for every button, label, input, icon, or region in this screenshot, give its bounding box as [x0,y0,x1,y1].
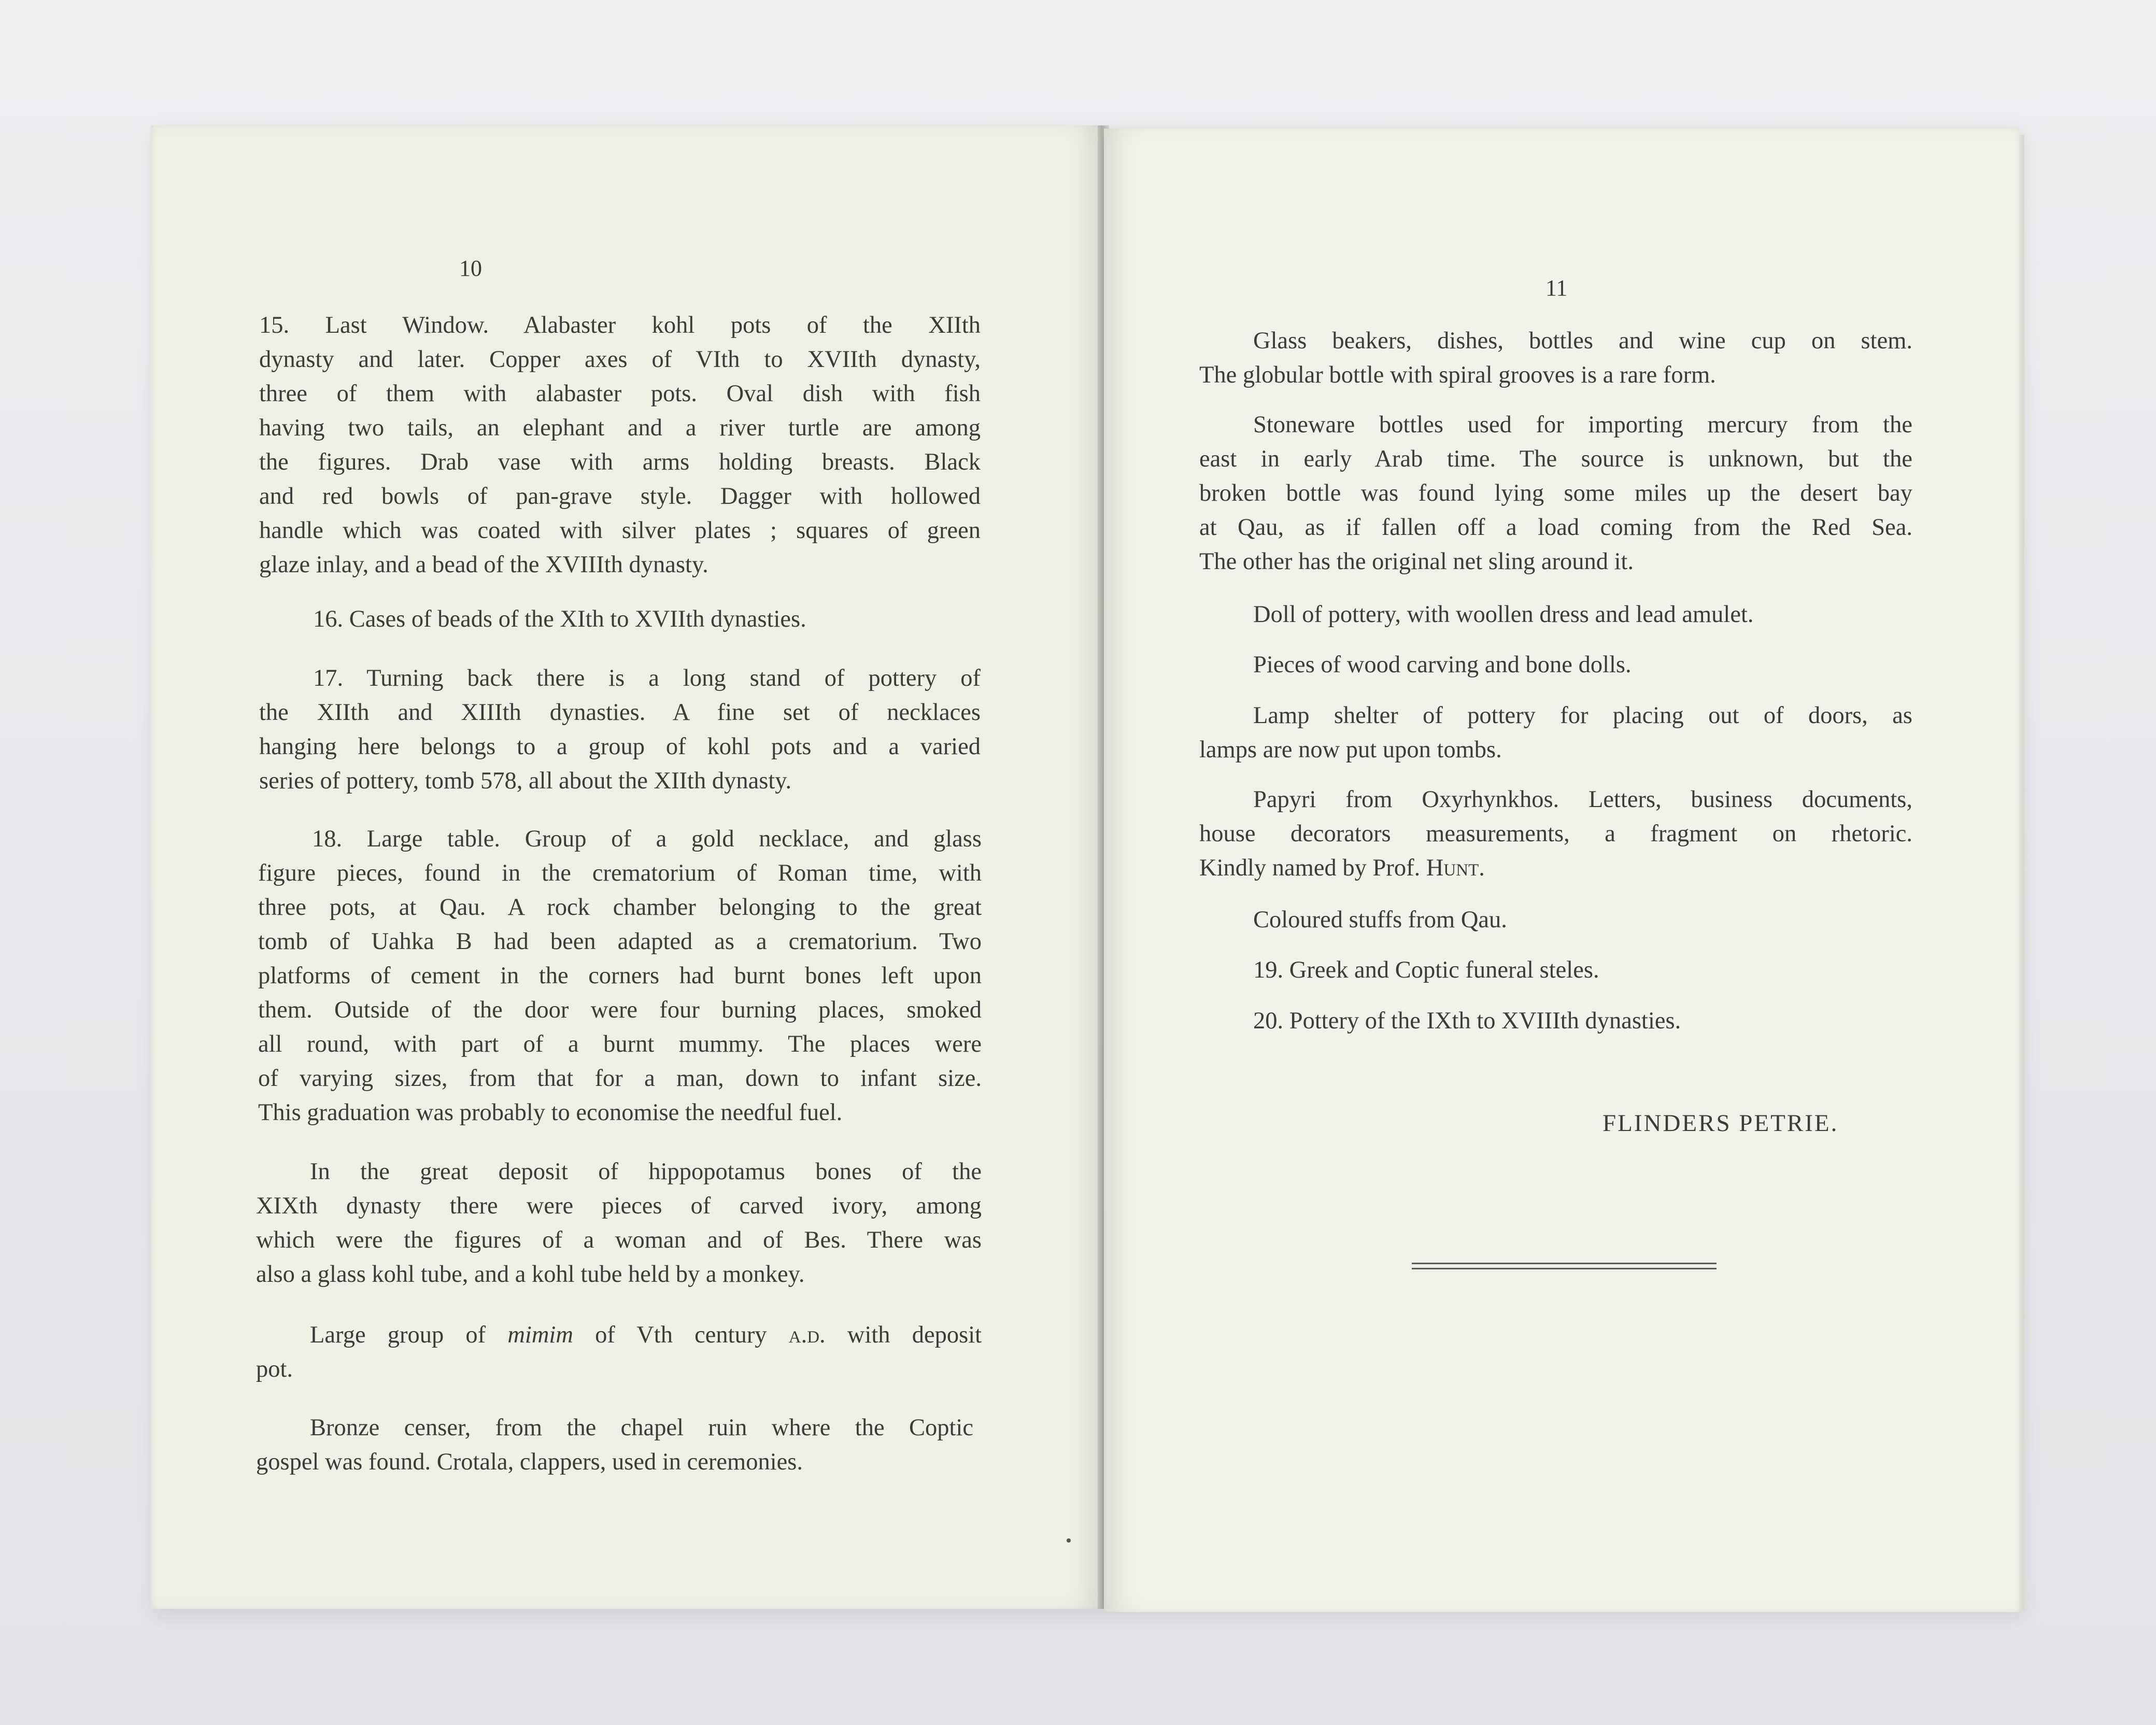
paragraph-hippopotamus [256,1155,982,1292]
text-line: Lamp shelter of pottery for placing out of doors, as [1253,702,1912,729]
paragraph-lamp [1199,699,1912,767]
text-line: Doll of pottery, with woollen dress and lead amulet. [1253,601,1754,628]
paragraph-stuffs [1253,903,1927,937]
paragraph-18 [258,822,982,1130]
text-line: three of them with alabaster pots. Oval dish with fish [259,380,981,407]
text-line: house decorators measurements, a fragment on rhetoric. [1199,821,1912,847]
text-run: Kindly named by Prof. [1199,855,1421,881]
double-rule-bottom [1412,1268,1717,1269]
text-line: Bronze censer, from the chapel ruin where the Coptic [310,1415,973,1441]
text-line: all round, with part of a burnt mummy. The places were [258,1031,982,1057]
text-line: broken bottle was found lying some miles up the desert bay [1199,480,1912,506]
text-line [256,1318,982,1352]
text-line: 16. Cases of beads of the XIth to XVIIth dynasties. [313,606,806,632]
person-name: Hunt. [1426,855,1485,881]
text-line [1199,851,1912,885]
paragraph-wood [1253,648,1927,682]
paragraph-censer [256,1411,973,1479]
text-line: platforms of cement in the corners had burnt bones left upon [258,963,982,989]
text-line: also a glass kohl tube, and a kohl tube held by a monkey. [256,1261,805,1288]
italic-term: mimim [507,1322,573,1348]
text-line: dynasty and later. Copper axes of VIth to XVIIth dynasty, [259,346,981,373]
text-line: the XIIth and XIIIth dynasties. A fine set of necklaces [259,699,981,726]
paragraph-15 [259,308,981,582]
text-line: Pieces of wood carving and bone dolls. [1253,652,1632,678]
paragraph-stoneware [1199,408,1912,579]
ink-dot [1067,1538,1071,1543]
text-line: XIXth dynasty there were pieces of carved ivory, among [256,1193,982,1219]
text-line: pot. [256,1356,293,1382]
text-line: hanging here belongs to a group of kohl pots and a varied [259,733,981,760]
text-line: Stoneware bottles used for importing mercury from the [1253,412,1912,438]
text-line: them. Outside of the door were four burning places, smoked [258,997,982,1023]
text-line: 20. Pottery of the IXth to XVIIIth dynasties. [1253,1008,1681,1034]
paragraph-papyri [1199,783,1912,885]
text-line: having two tails, an elephant and a river turtle are among [259,415,981,441]
paragraph-19 [1253,953,1927,987]
double-rule-top [1412,1263,1717,1264]
text-line: at Qau, as if fallen off a load coming from the Red Sea. [1199,514,1912,541]
text-line: 17. Turning back there is a long stand of pottery of [313,665,981,691]
paragraph-17 [259,661,981,798]
abbreviation: a.d. [788,1322,826,1348]
text-line: and red bowls of pan-grave style. Dagger with hollowed [259,483,981,510]
text-line: 15. Last Window. Alabaster kohl pots of the XIIth [259,312,981,338]
paragraph-16 [313,602,987,637]
text-run: Large group of [310,1322,486,1348]
page-number-right: 11 [1545,275,1568,301]
author-signature: FLINDERS PETRIE. [1602,1110,1839,1137]
text-line: This graduation was probably to economise the needful fuel. [258,1099,843,1126]
text-line: glaze inlay, and a bead of the XVIIIth dynasty. [259,552,708,578]
paragraph-mimim [256,1318,982,1387]
text-line: series of pottery, tomb 578, all about the XIIth dynasty. [259,768,792,794]
page-edge [2019,135,2024,1610]
text-line: 19. Greek and Coptic funeral steles. [1253,957,1599,983]
text-line: 18. Large table. Group of a gold necklace, and glass [312,826,982,852]
text-run: with deposit [847,1322,982,1348]
text-line: Coloured stuffs from Qau. [1253,907,1507,933]
text-line: handle which was coated with silver plates ; squares of green [259,517,981,544]
text-line: of varying sizes, from that for a man, down to infant size. [258,1065,982,1092]
text-line: The other has the original net sling around it. [1199,548,1634,575]
text-line: lamps are now put upon tombs. [1199,737,1502,763]
text-line: gospel was found. Crotala, clappers, used in ceremonies. [256,1449,803,1475]
text-line: figure pieces, found in the crematorium of Roman time, with [258,860,982,886]
text-line: which were the figures of a woman and of Bes. There was [256,1227,982,1253]
text-run: of Vth century [595,1322,767,1348]
text-line: The globular bottle with spiral grooves is a rare form. [1199,362,1716,388]
text-line: the figures. Drab vase with arms holding breasts. Black [259,449,981,475]
text-line: Glass beakers, dishes, bottles and wine cup on stem. [1253,328,1912,354]
text-line: Papyri from Oxyrhynkhos. Letters, business documents, [1253,786,1912,813]
page-number-left: 10 [459,256,482,281]
text-line: tomb of Uahka B had been adapted as a crematorium. Two [258,928,982,955]
paragraph-doll [1253,598,1927,632]
text-line: In the great deposit of hippopotamus bones of the [310,1158,982,1185]
paragraph-20 [1253,1004,1927,1038]
paragraph-glass [1199,324,1912,392]
text-line: east in early Arab time. The source is unknown, but the [1199,446,1912,472]
text-line: three pots, at Qau. A rock chamber belonging to the great [258,894,982,921]
